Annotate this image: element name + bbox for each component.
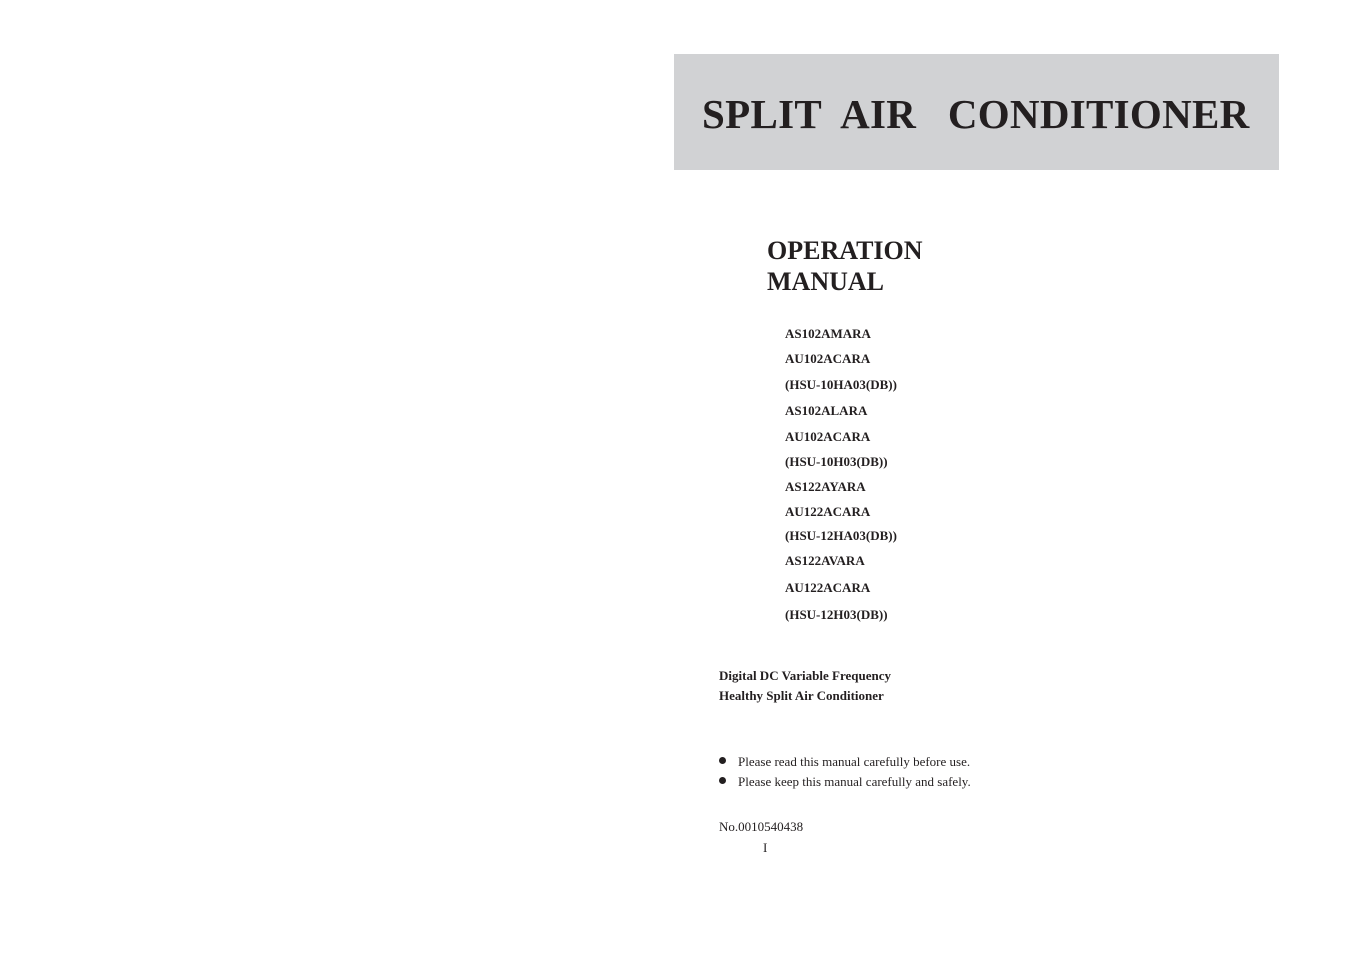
model-item: AU122ACARA [785,504,871,519]
manual-title-line-1: OPERATION [767,236,923,265]
title-banner [674,54,1279,170]
page-number: I [763,840,768,855]
subtitle-line-1: Digital DC Variable Frequency [719,668,892,683]
banner-title: SPLIT AIR CONDITIONER [702,91,1250,137]
model-item: (HSU-12HA03(DB)) [785,528,897,543]
notice-text: Please read this manual carefully before use. [738,754,971,769]
bullet-icon [719,777,726,784]
document-number: No.0010540438 [719,819,804,834]
model-item: AU102ACARA [785,429,871,444]
manual-title [767,235,923,297]
product-subtitle [719,666,891,706]
model-item: AU122ACARA [785,580,871,595]
model-item: AU102ACARA [785,351,871,366]
model-item: (HSU-10H03(DB)) [785,454,888,469]
bullet-icon [719,757,726,764]
subtitle-line-2: Healthy Split Air Conditioner [719,688,884,703]
model-item: AS122AVARA [785,553,865,568]
model-item: (HSU-12H03(DB)) [785,607,888,622]
notice-text: Please keep this manual carefully and safely. [738,774,971,789]
model-item: AS102ALARA [785,403,868,418]
model-item: AS122AYARA [785,479,866,494]
model-item: (HSU-10HA03(DB)) [785,377,897,392]
manual-title-line-2: MANUAL [767,267,884,296]
model-item: AS102AMARA [785,326,871,341]
